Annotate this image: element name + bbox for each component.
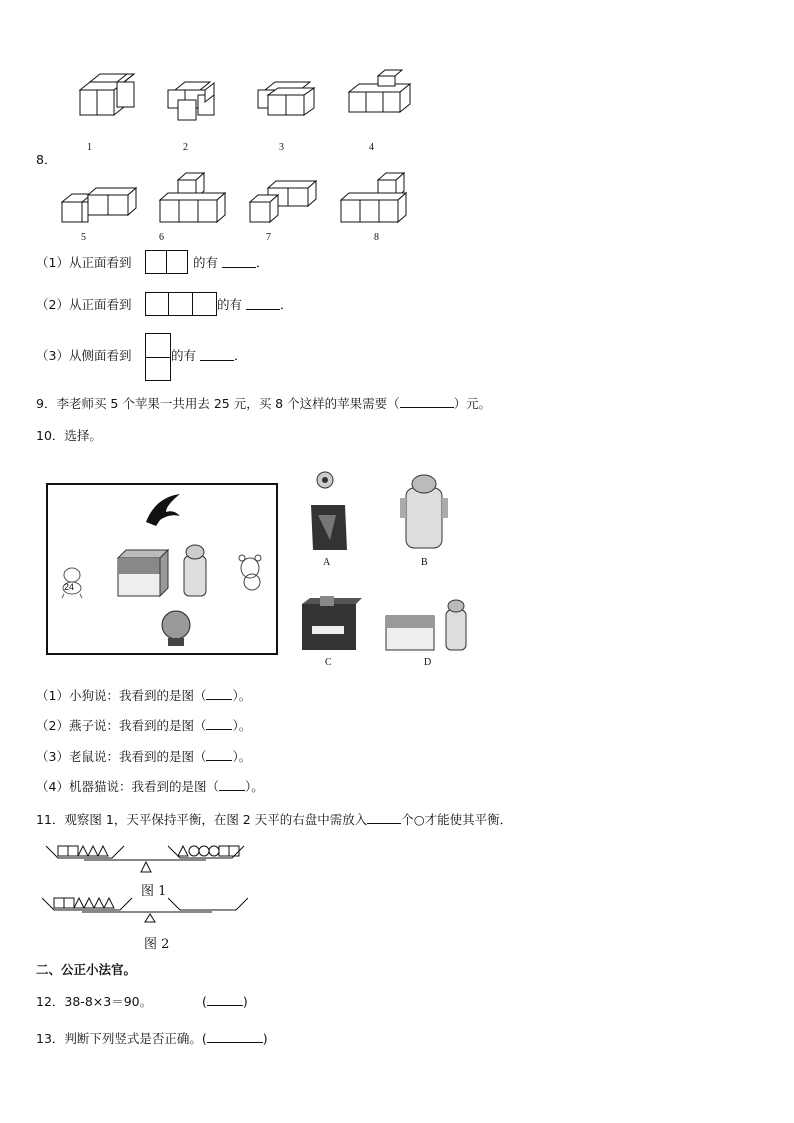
q8-sub2-suffix: 的有	[217, 297, 243, 312]
dog-tag: 24	[64, 582, 75, 592]
figure-label-7: 7	[266, 232, 271, 243]
q10-sub3-suffix: ）。	[232, 749, 252, 764]
q12-paren-close: )	[242, 994, 248, 1009]
q10-sub4-suffix: ）。	[244, 779, 264, 794]
figure-label-3: 3	[279, 142, 284, 153]
balance-scale-2	[42, 898, 248, 922]
figure-label-5: 5	[81, 232, 86, 243]
figure-1-label: 图 1	[141, 884, 167, 899]
q13-text-before: 13．判断下列竖式是否正确。(	[36, 1031, 207, 1046]
q9-text-after: ）元。	[453, 396, 492, 411]
q8-sub1-suffix: 的有	[193, 255, 219, 270]
q10-sub4-prefix: （4）机器猫说：我看到的是图（	[36, 779, 219, 794]
q12-answer	[202, 994, 248, 1010]
option-a-label: A	[323, 557, 331, 568]
q8-number: 8．	[36, 152, 57, 167]
figure-2-label: 图 2	[144, 937, 170, 952]
q8-sub3-end: ．	[234, 348, 247, 363]
option-d-label: D	[424, 657, 432, 668]
q12-answer-blank[interactable]	[207, 994, 243, 1006]
figure-label-1: 1	[87, 142, 92, 153]
q10-sub2-suffix: ）。	[232, 718, 252, 733]
q10-sub1-suffix: ）。	[232, 688, 252, 703]
option-c-label: C	[325, 657, 332, 668]
figure-label-2: 2	[183, 142, 188, 153]
option-b-label: B	[421, 557, 428, 568]
q10-sub1-prefix: （1）小狗说：我看到的是图（	[36, 688, 207, 703]
q13-text-after: )	[262, 1031, 268, 1046]
balance-scale-1	[46, 846, 244, 872]
q8-sub1-prefix: （1）从正面看到	[36, 255, 132, 270]
q10-sub3-prefix: （3）老鼠说：我看到的是图（	[36, 749, 207, 764]
q13-text	[36, 1031, 268, 1047]
q9-text-before: 9．李老师买 5 个苹果一共用去 25 元，买 8 个这样的苹果需要（	[36, 396, 400, 411]
q8-sub3-prefix: （3）从侧面看到	[36, 348, 132, 363]
q8-sub2-end: ．	[280, 297, 293, 312]
figure-label-6: 6	[159, 232, 164, 243]
q8-sub2-prefix: （2）从正面看到	[36, 297, 132, 312]
q10-sub2-prefix: （2）燕子说：我看到的是图（	[36, 718, 207, 733]
q11-text-before: 11．观察图 1，天平保持平衡，在图 2 天平的右盘中需放入	[36, 812, 368, 827]
figure-label-4: 4	[369, 142, 374, 153]
q10-title: 10．选择。	[36, 428, 102, 443]
q13-answer-blank[interactable]	[207, 1031, 263, 1043]
figure-label-8: 8	[374, 232, 379, 243]
section-2-title: 二、公正小法官。	[36, 962, 137, 977]
q8-sub3-suffix: 的有	[171, 348, 197, 363]
q8-sub1-end: ．	[256, 255, 269, 270]
q12-paren-open: (	[202, 994, 207, 1009]
q11-text-after: 个○才能使其平衡．	[401, 812, 513, 827]
q12-text: 12．38-8×3＝90。	[36, 994, 153, 1009]
